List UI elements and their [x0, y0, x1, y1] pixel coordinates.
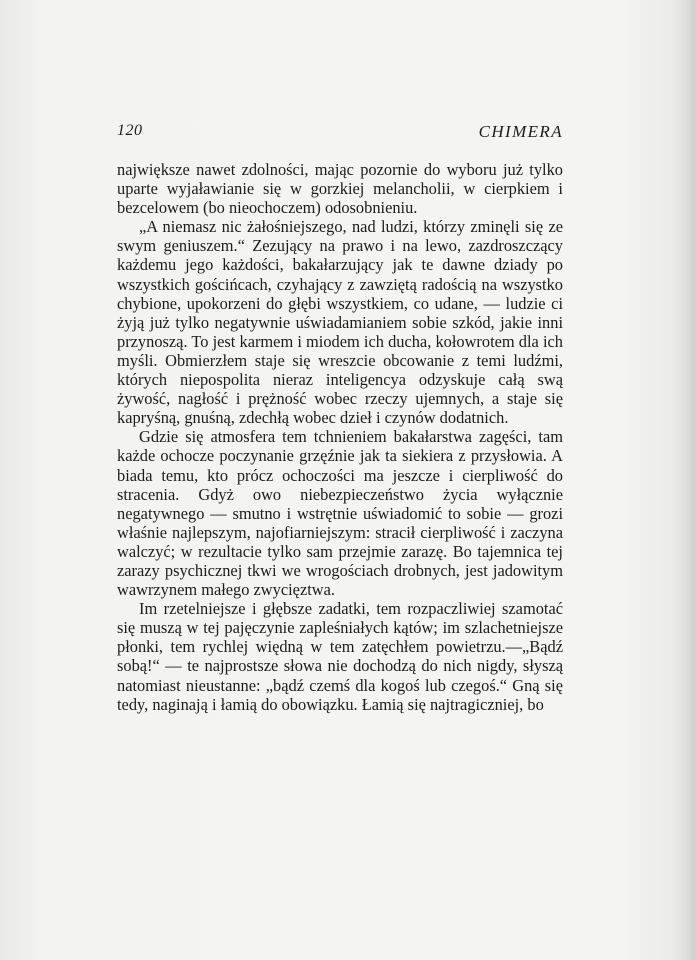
page-number: 120 — [117, 122, 143, 139]
paragraph: „A niemasz nic żałośniejszego, nad ludzi, którzy zminęli się ze swym geniuszem.“ Zezujący na prawo i na lewo, zazdroszczący każdemu jego każdości, bakałarzujący jak te dawne dziady po wszystkich gościńcach, czyhający z zawziętą radością na wszystko chybione, upokorzeni do głębi wszystkiem, co udane, — ludzie ci żyją już tylko negatywnie uświadamianiem sobie szkód, jakie inni przynoszą. To jest karmem i miodem ich ducha, kołowrotem dla ich myśli. Obmierzłem staje się wreszcie obcowanie z temi ludźmi, których niepospolita nieraz inteligencya odzyskuje całą swą żywość, nagłość i prężność wobec rzeczy ujemnych, a staje się kapryśną, gnuśną, zdechłą wobec dzieł i czynów dodatnich. — [117, 217, 563, 428]
paragraph: największe nawet zdolności, mając pozornie do wyboru już tylko uparte wyjaławianie się w gorzkiej melancholii, w cierpkiem i bezcelowem (bo nieochoczem) odosobnieniu. — [117, 160, 563, 218]
body-text — [117, 160, 563, 714]
paragraph: Gdzie się atmosfera tem tchnieniem bakałarstwa zagęści, tam każde ochocze poczynanie grzęźnie jak ta siekiera z przysłowia. A biada temu, kto prócz ochoczości ma jeszcze i cierpliwość do stracenia. Gdyż owo niebezpieczeństwo życia wyłącznie negatywnego — smutno i wstrętnie uświadomić to sobie — grozi właśnie najlepszym, najofiarniejszym: stracił cierpliwość i zaczyna walczyć; w rezultacie tylko sam przejmie zarazę. Bo tajemnica tej zarazy psychicznej tkwi we wrogościach drobnych, jest jadowitym wawrzynem małego zwycięztwa. — [117, 427, 563, 600]
page-edge-shadow — [673, 0, 695, 960]
paragraph: Im rzetelniejsze i głębsze zadatki, tem rozpaczliwiej szamotać się muszą w tej pajęczynie zapleśniałych kątów; im szlachetniejsze płonki, tem rychlej więdną w tem zatęchłem powietrzu.—„Bądź sobą!“ — te najprostsze słowa nie dochodzą do nich nigdy, słyszą natomiast nieustanne: „bądź czemś dla kogoś lub czegoś.“ Gną się tedy, naginają i łamią do obowiązku. Łamią się najtragiczniej, bo — [117, 599, 563, 714]
running-head — [117, 122, 563, 142]
running-title: CHIMERA — [478, 122, 563, 141]
